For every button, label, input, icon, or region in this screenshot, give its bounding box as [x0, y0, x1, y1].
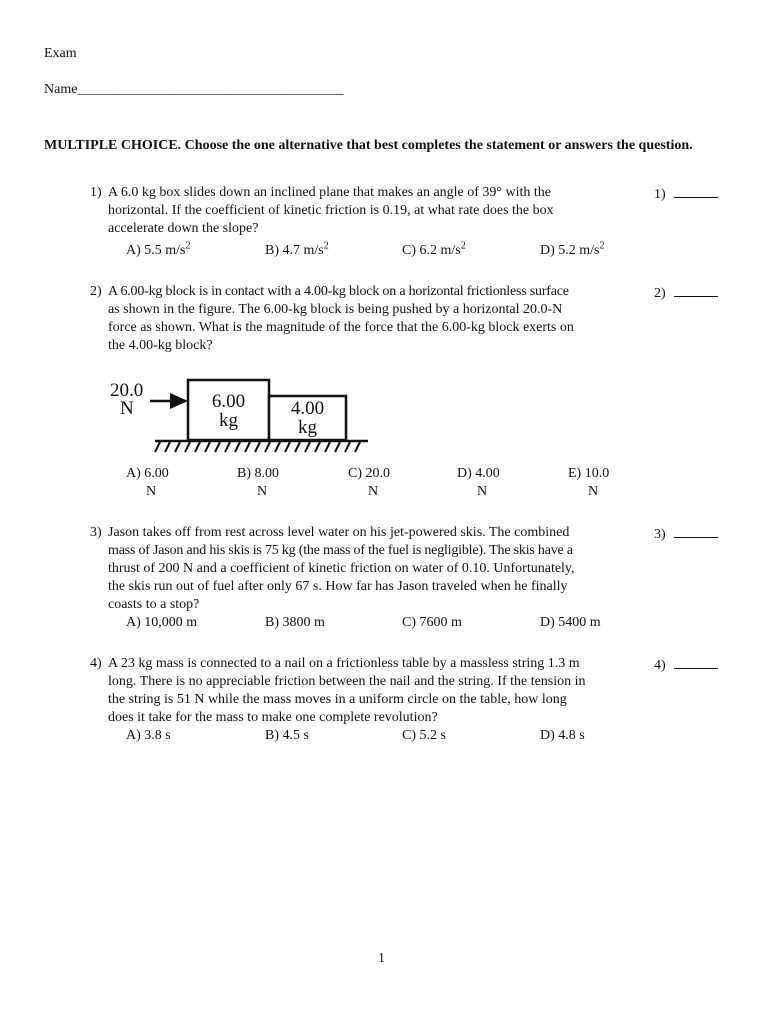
force-value: 20.0 — [110, 380, 144, 401]
question-line: thrust of 200 N and a coefficient of kinetic friction on water of 0.10. Unfortunately, — [108, 561, 575, 576]
option-c[interactable]: C) 6.2 $m/s^2$ — [402, 240, 466, 258]
question-line: the string is 51 N while the mass moves in a uniform circle on the table, how long — [108, 692, 567, 707]
question-number: 3) — [90, 525, 102, 540]
name-line: ______________________________________ — [77, 82, 344, 97]
option-d[interactable]: D) 4.8 s — [540, 728, 585, 743]
option-c[interactable]: C) 7600 m — [402, 615, 462, 630]
question-line: force as shown. What is the magnitude of the force that the 6.00-kg block exerts on — [108, 320, 574, 335]
instructions: MULTIPLE CHOICE. Choose the one alternative that best completes the statement or answers the question. — [44, 138, 693, 153]
option-a[interactable]: A) 10,000 m — [126, 615, 198, 630]
block2-mass: 4.00 — [290, 398, 325, 419]
question-line: does it take for the mass to make one complete revolution? — [108, 710, 438, 725]
option-b[interactable]: B) 8.00 N — [237, 466, 279, 499]
question-line: A 6.0 kg box slides down an inclined plane that makes an angle of 39° with the — [108, 185, 552, 200]
blocks-figure — [100, 372, 380, 462]
page-number: 1 — [378, 951, 385, 966]
option-c[interactable]: C) 20.0 N — [348, 466, 390, 499]
option-a[interactable]: A) 5.5 $m/s^2$ — [126, 240, 191, 258]
question-line: Jason takes off from rest across level water on his jet-powered skis. The combined — [108, 525, 570, 540]
question-line: A 6.00-kg block is in contact with a 4.00-kg block on a horizontal frictionless surface — [108, 284, 569, 299]
option-b[interactable]: B) 3800 m — [265, 615, 325, 630]
question-line: horizontal. If the coefficient of kinetic friction is 0.19, at what rate does the box — [108, 203, 554, 218]
ground-hatching — [155, 442, 360, 452]
question-line: as shown in the figure. The 6.00-kg block is being pushed by a horizontal 20.0-N — [108, 302, 563, 317]
question-line: A 23 kg mass is connected to a nail on a frictionless table by a massless string 1.3 m — [108, 656, 580, 671]
block1-unit: kg — [219, 410, 238, 431]
question-number: 4) — [90, 656, 102, 671]
option-d[interactable]: D) 4.00 N — [457, 466, 500, 499]
option-b[interactable]: B) 4.5 s — [265, 728, 309, 743]
question-line: long. There is no appreciable friction between the nail and the string. If the tension in — [108, 674, 586, 689]
block1-mass: 6.00 — [211, 391, 246, 412]
name-field[interactable] — [44, 81, 343, 99]
option-d[interactable]: D) 5.2 $m/s^2$ — [540, 240, 605, 258]
question-line: accelerate down the slope? — [108, 221, 259, 236]
block2-unit: kg — [298, 417, 317, 438]
question-line: coasts to a stop? — [108, 597, 200, 612]
exam-label: Exam — [44, 46, 77, 61]
question-line: the skis run out of fuel after only 67 s. How far has Jason traveled when he finally — [108, 579, 568, 594]
force-unit: N — [120, 398, 134, 419]
name-label: Name — [44, 82, 78, 97]
question-number: 2) — [90, 284, 102, 299]
question-number: 1) — [90, 185, 102, 200]
answer-blank[interactable]: 1) — [654, 184, 718, 204]
question-line: the 4.00-kg block? — [108, 338, 213, 353]
force-arrow — [170, 393, 188, 409]
option-c[interactable]: C) 5.2 s — [402, 728, 446, 743]
option-e[interactable]: E) 10.0 N — [568, 466, 610, 499]
answer-blank[interactable]: 4) — [654, 655, 718, 675]
option-a[interactable]: A) 6.00 N — [126, 466, 169, 499]
answer-blank[interactable]: 2) — [654, 283, 718, 303]
question-line: mass of Jason and his skis is 75 kg (the mass of the fuel is negligible). The skis have a — [108, 543, 573, 558]
answer-blank[interactable]: 3) — [654, 524, 718, 544]
option-a[interactable]: A) 3.8 s — [126, 728, 171, 743]
option-b[interactable]: B) 4.7 $m/s^2$ — [265, 240, 329, 258]
option-d[interactable]: D) 5400 m — [540, 615, 601, 630]
